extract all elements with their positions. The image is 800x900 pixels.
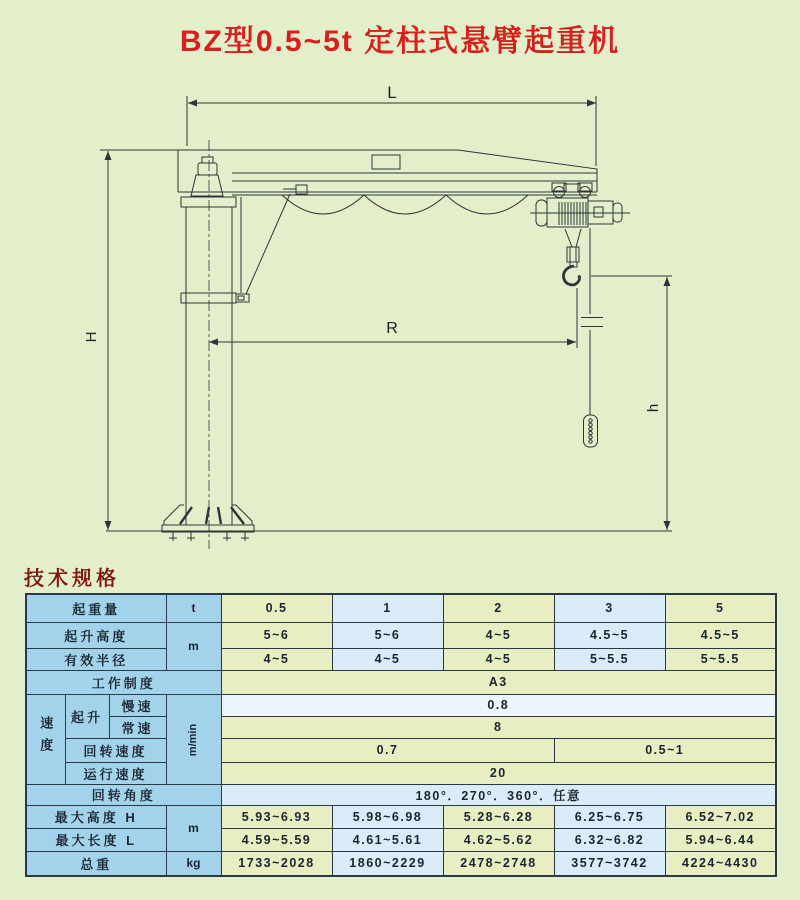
angle-value: 180°．270°．360°．任意 <box>221 784 776 805</box>
max-height-value: 6.52~7.02 <box>665 805 776 828</box>
row-lift-height <box>26 622 776 648</box>
slew-speed-value: 0.5~1 <box>554 738 776 762</box>
row-radius <box>26 648 776 670</box>
capacity-value: 1 <box>332 594 443 622</box>
pendant-button <box>589 419 592 422</box>
label-h: h <box>645 403 662 413</box>
pendant-button <box>589 440 592 443</box>
max-length-value: 6.32~6.82 <box>554 828 665 851</box>
row-angle <box>26 784 776 805</box>
dimension-radius-R <box>209 288 577 348</box>
hoist-speed-label: 起升 <box>65 694 109 738</box>
capacity-value: 0.5 <box>221 594 332 622</box>
max-height-value: 6.25~6.75 <box>554 805 665 828</box>
travel-speed-label: 运行速度 <box>65 762 166 784</box>
weight-value: 1733~2028 <box>221 851 332 876</box>
label-H: H <box>83 331 100 343</box>
row-max-height <box>26 805 776 828</box>
capacity-value: 5 <box>665 594 776 622</box>
pendant-control <box>581 228 603 447</box>
lift-height-value: 5~6 <box>332 622 443 648</box>
normal-speed-value: 8 <box>221 716 776 738</box>
trolley-stop <box>296 185 307 194</box>
spec-table <box>25 593 777 877</box>
radius-value: 4~5 <box>443 648 554 670</box>
lift-height-label: 起升高度 <box>26 622 166 648</box>
lift-height-value: 4~5 <box>443 622 554 648</box>
label-L: L <box>387 83 397 102</box>
row-weight <box>26 851 776 876</box>
angle-label: 回转角度 <box>26 784 221 805</box>
row-speed-normal <box>26 716 776 738</box>
row-max-length <box>26 828 776 851</box>
page-title: BZ型0.5~5t 定柱式悬臂起重机 <box>179 25 621 58</box>
weight-unit: kg <box>166 851 221 876</box>
wire-rope <box>565 229 581 247</box>
dimension-span-L <box>187 83 596 166</box>
lift-height-value: 5~6 <box>221 622 332 648</box>
festoon-cables <box>282 195 528 214</box>
slew-speed-value: 0.7 <box>221 738 554 762</box>
max-length-value: 4.59~5.59 <box>221 828 332 851</box>
capacity-label: 起重量 <box>26 594 166 622</box>
slewing-motor <box>191 157 223 196</box>
slow-speed-value: 0.8 <box>221 694 776 716</box>
duty-value: A3 <box>221 670 776 694</box>
row-speed-travel <box>26 762 776 784</box>
speed-unit: m/min <box>166 694 221 784</box>
beam-top-box <box>372 155 400 169</box>
hook-icon <box>563 266 579 285</box>
jib-beam <box>178 150 597 195</box>
max-height-unit: m <box>166 805 221 851</box>
weight-label: 总重 <box>26 851 166 876</box>
slow-speed-label: 慢速 <box>109 694 166 716</box>
lift-height-unit: m <box>166 622 221 670</box>
column <box>181 140 290 549</box>
row-capacity <box>26 594 776 622</box>
max-length-value: 4.61~5.61 <box>332 828 443 851</box>
radius-label: 有效半径 <box>26 648 166 670</box>
section-header: 技术规格 <box>24 568 120 590</box>
duty-label: 工作制度 <box>26 670 221 694</box>
row-duty <box>26 670 776 694</box>
dimension-height-H <box>83 150 178 530</box>
lower-flange <box>181 293 236 303</box>
lift-height-value: 4.5~5 <box>665 622 776 648</box>
max-length-value: 4.62~5.62 <box>443 828 554 851</box>
column-base <box>106 505 672 541</box>
slew-speed-label: 回转速度 <box>65 738 166 762</box>
capacity-value: 3 <box>554 594 665 622</box>
speed-group-label: 速度 <box>26 694 65 784</box>
electric-hoist <box>530 183 630 285</box>
weight-value: 1860~2229 <box>332 851 443 876</box>
row-speed-slow <box>26 694 776 716</box>
max-length-label: 最大长度 L <box>26 828 166 851</box>
travel-speed-value: 20 <box>221 762 776 784</box>
max-height-value: 5.98~6.98 <box>332 805 443 828</box>
weight-value: 3577~3742 <box>554 851 665 876</box>
radius-value: 4~5 <box>221 648 332 670</box>
max-height-value: 5.28~6.28 <box>443 805 554 828</box>
pendant-button <box>589 427 592 430</box>
lift-height-value: 4.5~5 <box>554 622 665 648</box>
radius-value: 5~5.5 <box>554 648 665 670</box>
weight-value: 4224~4430 <box>665 851 776 876</box>
max-height-label: 最大高度 H <box>26 805 166 828</box>
brace <box>241 194 290 294</box>
pendant-button <box>589 436 592 439</box>
max-length-value: 5.94~6.44 <box>665 828 776 851</box>
capacity-unit: t <box>166 594 221 622</box>
row-speed-slew <box>26 738 776 762</box>
hook-block <box>567 247 579 262</box>
dimension-hook-height-h <box>591 276 672 530</box>
pendant-button <box>589 431 592 434</box>
capacity-value: 2 <box>443 594 554 622</box>
weight-value: 2478~2748 <box>443 851 554 876</box>
max-height-value: 5.93~6.93 <box>221 805 332 828</box>
normal-speed-label: 常速 <box>109 716 166 738</box>
pendant-button <box>589 423 592 426</box>
upper-flange <box>181 197 236 207</box>
radius-value: 5~5.5 <box>665 648 776 670</box>
label-R: R <box>386 320 398 337</box>
radius-value: 4~5 <box>332 648 443 670</box>
